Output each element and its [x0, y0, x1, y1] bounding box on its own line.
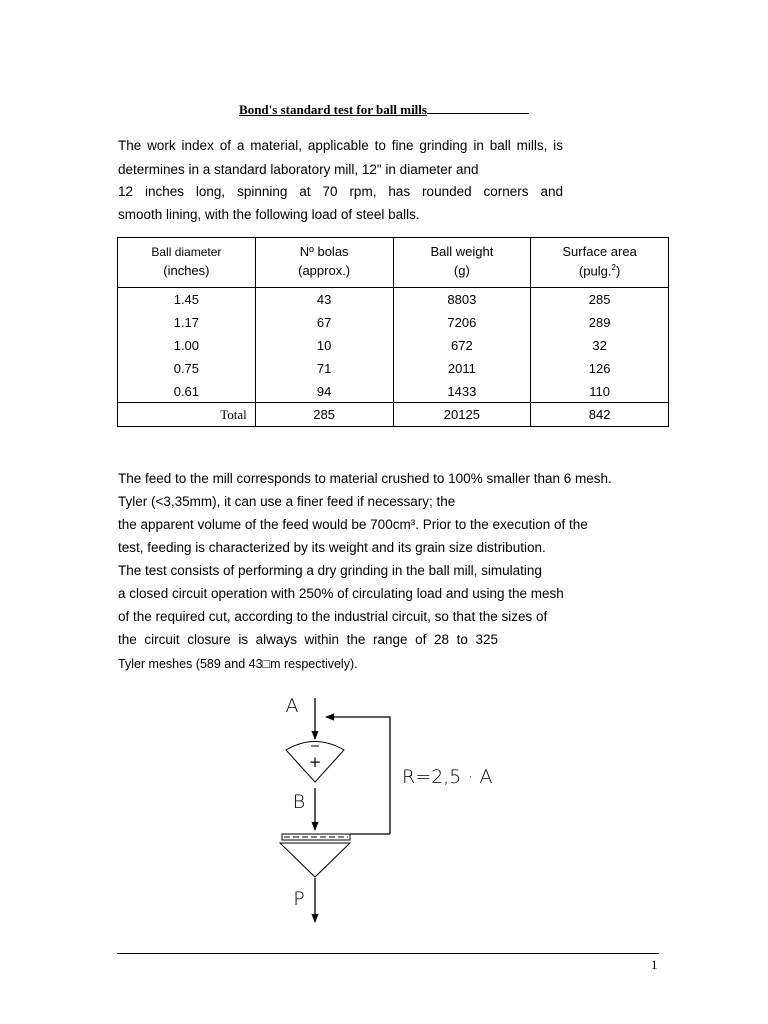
intro-line-4: smooth lining, with the following load of steel balls.: [118, 207, 420, 222]
cell-count: 94: [255, 380, 393, 403]
total-count: 285: [255, 403, 393, 427]
body-line-1: The feed to the mill corresponds to material crushed to 100% smaller than 6 mesh.: [118, 471, 612, 486]
header-ball-diameter: Ball diameter: [118, 238, 256, 264]
table-header-units-row: [118, 263, 669, 288]
total-label: Total: [118, 403, 256, 427]
intro-line-3: 12 inches long, spinning at 70 rpm, has rounded corners and: [118, 184, 563, 199]
total-weight: 20125: [393, 403, 531, 427]
label-a: A: [285, 695, 299, 717]
header-unit-area-close: ): [615, 263, 621, 279]
body-line-9: Tyler meshes (589 and 43□m respectively).: [118, 657, 358, 671]
cell-count: 71: [255, 357, 393, 380]
header-num-balls: Nº bolas: [255, 238, 393, 264]
body-line-2: Tyler (<3,35mm), it can use a finer feed if necessary; the: [118, 494, 456, 509]
body-line-5: The test consists of performing a dry grinding in the ball mill, simulating: [118, 563, 542, 578]
mill-plus-icon: +: [308, 753, 322, 771]
cell-area: 126: [531, 357, 669, 380]
header-unit-approx: (approx.): [255, 263, 393, 288]
cell-count: 43: [255, 288, 393, 312]
cell-weight: 672: [393, 334, 531, 357]
screen-hopper: [280, 843, 350, 877]
title-text: Bond's standard test for ball mills: [239, 102, 427, 117]
recirculation-ratio: R=2,5 · A: [402, 766, 493, 788]
table-header-row: [118, 238, 669, 264]
table-row: [118, 380, 669, 403]
header-unit-area-text: (pulg.: [578, 263, 612, 279]
table-row: [118, 334, 669, 357]
document-title: [0, 101, 768, 118]
cell-weight: 8803: [393, 288, 531, 312]
ball-load-table: [117, 237, 669, 427]
cell-count: 10: [255, 334, 393, 357]
recycle-line: [326, 717, 390, 834]
cell-weight: 1433: [393, 380, 531, 403]
header-unit-inches: (inches): [118, 263, 256, 288]
total-area: 842: [531, 403, 669, 427]
header-surface-area: Surface area: [531, 238, 669, 264]
cell-area: 110: [531, 380, 669, 403]
intro-line-1: The work index of a material, applicable to fine grinding in ball mills, is: [118, 138, 563, 153]
header-unit-grams: (g): [393, 263, 531, 288]
header-ball-weight: Ball weight: [393, 238, 531, 264]
cell-count: 67: [255, 311, 393, 334]
table-row: [118, 311, 669, 334]
header-unit-area: [531, 263, 669, 288]
body-line-7: of the required cut, according to the industrial circuit, so that the sizes of: [118, 609, 548, 624]
cell-diameter: 0.61: [118, 380, 256, 403]
footer-rule: [117, 953, 659, 954]
table-row: [118, 288, 669, 312]
cell-area: 32: [531, 334, 669, 357]
body-line-8: the circuit closure is always within the range of 28 to 325: [118, 632, 498, 647]
cell-weight: 2011: [393, 357, 531, 380]
cell-diameter: 1.45: [118, 288, 256, 312]
cell-diameter: 1.17: [118, 311, 256, 334]
cell-area: 289: [531, 311, 669, 334]
header-unit-area-sup: 2: [611, 263, 616, 272]
label-p: P: [293, 888, 305, 910]
table-total-row: [118, 403, 669, 427]
body-line-4: test, feeding is characterized by its weight and its grain size distribution.: [118, 540, 546, 555]
cell-area: 285: [531, 288, 669, 312]
cell-diameter: 0.75: [118, 357, 256, 380]
body-line-3: the apparent volume of the feed would be 700cm³. Prior to the execution of the: [118, 517, 588, 532]
cell-diameter: 1.00: [118, 334, 256, 357]
cell-weight: 7206: [393, 311, 531, 334]
title-underline-trail: [427, 101, 529, 114]
closed-circuit-diagram: [270, 690, 510, 930]
label-b: B: [292, 791, 306, 813]
table-row: [118, 357, 669, 380]
intro-line-2: determines in a standard laboratory mill, 12" in diameter and: [118, 162, 479, 177]
page-number: 1: [651, 957, 658, 972]
body-line-6: a closed circuit operation with 250% of circulating load and using the mesh: [118, 586, 564, 601]
